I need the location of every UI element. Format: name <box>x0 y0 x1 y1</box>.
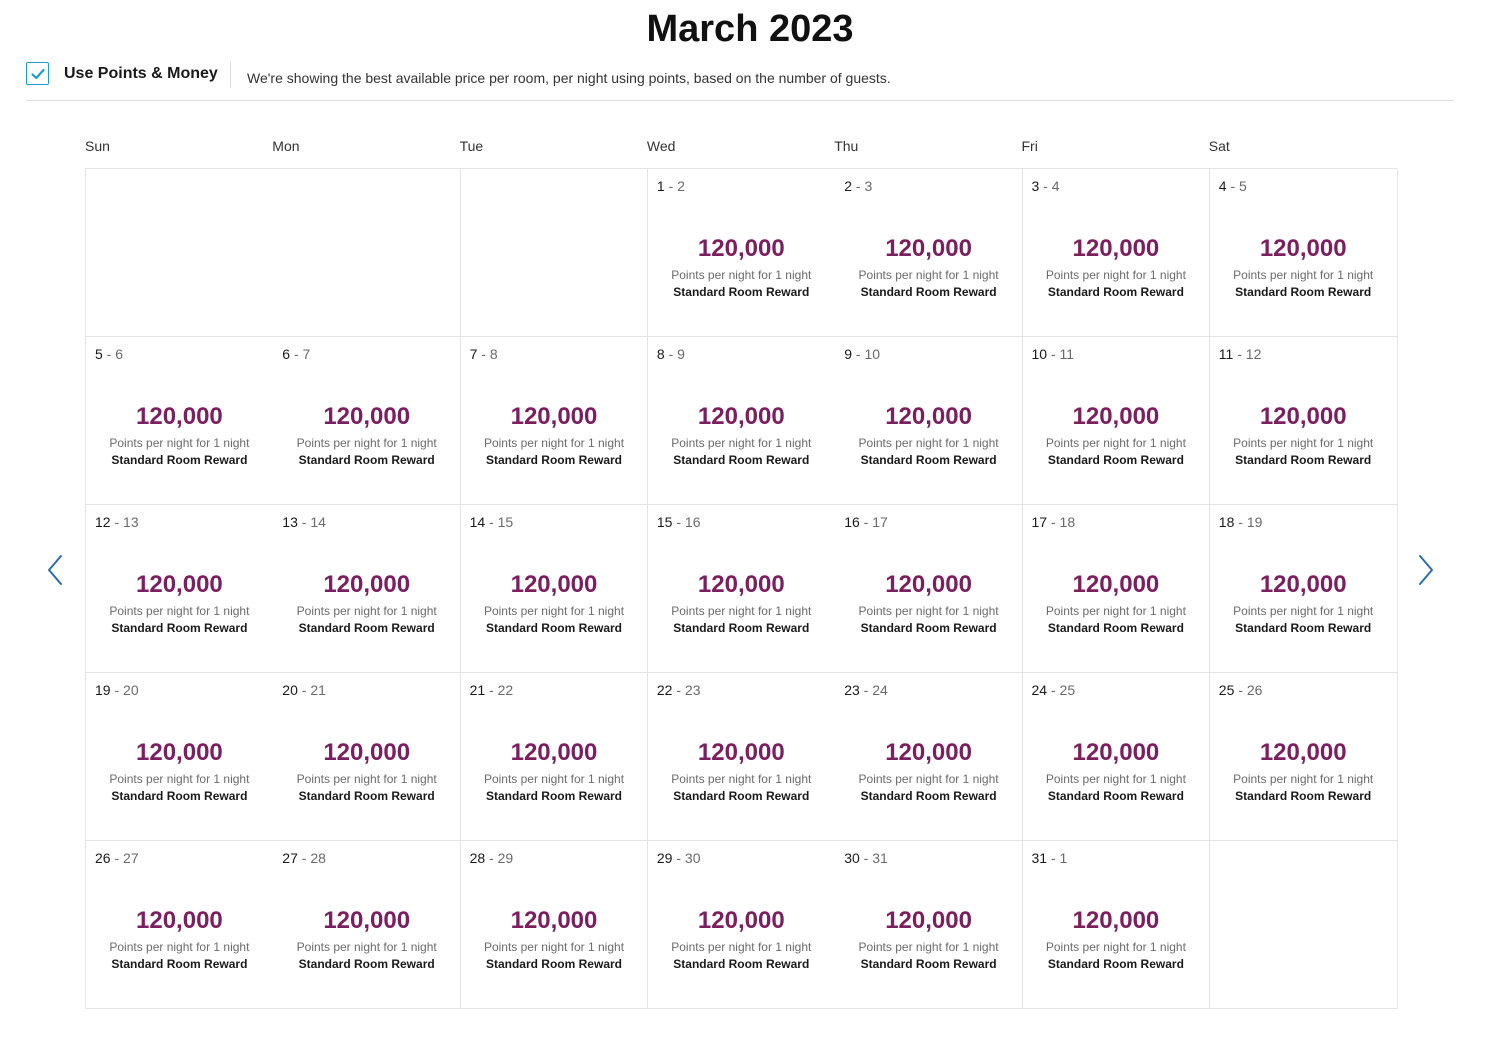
calendar-day-cell[interactable] <box>1210 337 1398 505</box>
check-in-day: 1 <box>656 178 665 194</box>
previous-month-button[interactable] <box>44 552 68 588</box>
calendar-grid <box>85 168 1397 1009</box>
calendar-day-cell[interactable] <box>835 841 1023 1009</box>
room-type-label: Standard Room Reward <box>860 621 997 635</box>
calendar-day-cell[interactable] <box>835 337 1023 505</box>
points-price: 120,000 <box>885 235 972 262</box>
check-out-day: 12 <box>1245 346 1262 362</box>
date-separator: - <box>1234 514 1247 530</box>
check-out-day: 23 <box>684 682 701 698</box>
check-out-day: 13 <box>123 514 139 530</box>
use-points-label[interactable]: Use Points & Money <box>64 65 218 82</box>
calendar-day-cell[interactable] <box>1023 841 1211 1009</box>
check-out-day: 10 <box>864 346 881 362</box>
check-out-day: 2 <box>677 178 685 194</box>
stay-dates <box>1219 346 1262 362</box>
stay-dates <box>1219 514 1263 530</box>
check-out-day: 22 <box>497 682 514 698</box>
points-per-night-label: Points per night for 1 night <box>1045 268 1186 282</box>
check-out-day: 9 <box>677 346 685 362</box>
points-price: 120,000 <box>697 739 785 766</box>
stay-dates <box>1032 346 1075 362</box>
check-in-day: 22 <box>656 682 673 698</box>
stay-dates <box>1219 178 1247 194</box>
date-separator: - <box>664 178 678 194</box>
check-out-day: 26 <box>1246 682 1263 698</box>
room-type-label: Standard Room Reward <box>860 453 997 467</box>
points-per-night-label: Points per night for 1 night <box>483 940 625 954</box>
weekday-label: Sun <box>85 138 110 154</box>
room-type-label: Standard Room Reward <box>485 957 622 971</box>
stay-dates <box>1219 682 1263 698</box>
points-price: 120,000 <box>1259 571 1347 598</box>
points-price: 120,000 <box>510 739 598 766</box>
points-price: 120,000 <box>323 739 411 766</box>
room-type-label: Standard Room Reward <box>673 621 810 635</box>
room-type-label: Standard Room Reward <box>860 285 997 299</box>
stay-dates <box>470 682 514 698</box>
points-per-night-label: Points per night for 1 night <box>1233 436 1374 450</box>
date-separator: - <box>485 850 498 866</box>
stay-dates <box>282 682 326 698</box>
date-separator: - <box>859 514 873 530</box>
date-separator: - <box>1226 178 1240 194</box>
points-per-night-label: Points per night for 1 night <box>1045 940 1186 954</box>
check-out-day: 19 <box>1246 514 1263 530</box>
date-separator: - <box>110 682 124 698</box>
room-type-label: Standard Room Reward <box>111 789 248 803</box>
check-out-day: 4 <box>1051 178 1060 194</box>
calendar-day-cell[interactable] <box>461 673 649 841</box>
points-per-night-label: Points per night for 1 night <box>296 436 437 450</box>
date-separator: - <box>859 682 873 698</box>
points-price: 120,000 <box>1072 571 1160 598</box>
points-per-night-label: Points per night for 1 night <box>671 268 812 282</box>
points-per-night-label: Points per night for 1 night <box>858 940 999 954</box>
check-in-day: 21 <box>469 682 486 698</box>
points-price: 120,000 <box>1259 739 1347 766</box>
check-out-day: 27 <box>123 850 139 866</box>
points-per-night-label: Points per night for 1 night <box>109 940 250 954</box>
next-month-button[interactable] <box>1413 552 1437 588</box>
date-separator: - <box>1047 514 1060 530</box>
points-price: 120,000 <box>1072 235 1160 262</box>
check-out-day: 5 <box>1239 178 1247 194</box>
check-out-day: 30 <box>684 850 701 866</box>
calendar-day-cell[interactable] <box>1210 169 1398 337</box>
date-separator: - <box>1039 178 1052 194</box>
points-per-night-label: Points per night for 1 night <box>296 772 437 786</box>
points-price: 120,000 <box>510 403 598 430</box>
points-price: 120,000 <box>510 907 598 934</box>
room-type-label: Standard Room Reward <box>485 621 622 635</box>
date-separator: - <box>1233 346 1246 362</box>
points-per-night-label: Points per night for 1 night <box>858 268 999 282</box>
check-in-day: 30 <box>844 850 860 866</box>
points-price: 120,000 <box>885 907 972 934</box>
check-out-day: 6 <box>115 346 124 362</box>
check-out-day: 1 <box>1059 850 1068 866</box>
stay-dates <box>844 178 872 194</box>
weekday-label: Fri <box>1021 138 1038 154</box>
stay-dates <box>1032 850 1068 866</box>
points-per-night-label: Points per night for 1 night <box>109 604 250 618</box>
stay-dates <box>657 178 685 194</box>
calendar-day-cell[interactable] <box>86 673 274 841</box>
date-separator: - <box>485 514 498 530</box>
check-in-day: 16 <box>844 514 860 530</box>
points-per-night-label: Points per night for 1 night <box>296 940 437 954</box>
room-type-label: Standard Room Reward <box>1047 285 1184 299</box>
weekday-label: Wed <box>646 138 676 154</box>
stay-dates <box>470 514 514 530</box>
points-price: 120,000 <box>885 403 972 430</box>
points-price: 120,000 <box>323 571 411 598</box>
empty-calendar-cell <box>86 169 274 337</box>
points-per-night-label: Points per night for 1 night <box>483 772 625 786</box>
calendar-day-cell[interactable] <box>1210 673 1398 841</box>
empty-calendar-cell <box>273 169 461 337</box>
stay-dates <box>470 850 514 866</box>
check-out-day: 29 <box>497 850 514 866</box>
calendar-day-cell[interactable] <box>1023 505 1211 673</box>
check-in-day: 15 <box>656 514 673 530</box>
check-in-day: 28 <box>469 850 486 866</box>
check-in-day: 24 <box>1031 682 1048 698</box>
stay-dates <box>844 682 888 698</box>
calendar-day-cell[interactable] <box>648 337 836 505</box>
check-in-day: 6 <box>282 346 291 362</box>
points-per-night-label: Points per night for 1 night <box>109 772 250 786</box>
points-price: 120,000 <box>136 571 223 598</box>
room-type-label: Standard Room Reward <box>673 957 810 971</box>
points-per-night-label: Points per night for 1 night <box>296 604 437 618</box>
pricing-description: We're showing the best available price per room, per night using points, based on the number of guests. <box>247 70 891 86</box>
check-in-day: 12 <box>95 514 111 530</box>
room-type-label: Standard Room Reward <box>485 789 622 803</box>
room-type-label: Standard Room Reward <box>673 285 810 299</box>
stay-dates <box>95 682 139 698</box>
calendar-day-cell[interactable] <box>1023 673 1211 841</box>
check-in-day: 23 <box>844 682 860 698</box>
check-out-day: 14 <box>310 514 326 530</box>
calendar-day-cell[interactable] <box>835 169 1023 337</box>
room-type-label: Standard Room Reward <box>1047 453 1184 467</box>
calendar-day-cell[interactable] <box>648 841 836 1009</box>
chevron-left-icon <box>44 552 68 588</box>
check-in-day: 25 <box>1218 682 1235 698</box>
points-per-night-label: Points per night for 1 night <box>1233 604 1374 618</box>
points-toolbar <box>26 62 1454 101</box>
stay-dates <box>282 514 326 530</box>
weekday-label: Thu <box>834 138 859 154</box>
room-type-label: Standard Room Reward <box>485 453 622 467</box>
check-out-day: 21 <box>310 682 326 698</box>
calendar-day-cell[interactable] <box>273 337 461 505</box>
stay-dates <box>657 850 701 866</box>
stay-dates <box>282 850 326 866</box>
points-price: 120,000 <box>1072 907 1160 934</box>
check-out-day: 25 <box>1059 682 1076 698</box>
toolbar-divider <box>230 62 231 88</box>
check-in-day: 14 <box>469 514 486 530</box>
room-type-label: Standard Room Reward <box>111 621 248 635</box>
check-out-day: 11 <box>1059 346 1075 362</box>
stay-dates <box>1032 682 1076 698</box>
calendar-day-cell[interactable] <box>1023 337 1211 505</box>
date-separator: - <box>290 346 303 362</box>
date-separator: - <box>297 850 311 866</box>
room-type-label: Standard Room Reward <box>673 789 810 803</box>
check-in-day: 20 <box>282 682 298 698</box>
room-type-label: Standard Room Reward <box>1235 285 1372 299</box>
check-in-day: 3 <box>1031 178 1040 194</box>
weekday-label: Sat <box>1208 138 1230 154</box>
points-per-night-label: Points per night for 1 night <box>858 772 999 786</box>
check-in-day: 18 <box>1218 514 1235 530</box>
points-price: 120,000 <box>1259 235 1347 262</box>
page-title: March 2023 <box>646 8 854 50</box>
calendar-day-cell[interactable] <box>1023 169 1211 337</box>
check-out-day: 16 <box>684 514 701 530</box>
points-per-night-label: Points per night for 1 night <box>671 604 812 618</box>
points-price: 120,000 <box>697 403 785 430</box>
room-type-label: Standard Room Reward <box>1047 957 1184 971</box>
stay-dates <box>844 850 888 866</box>
date-separator: - <box>672 850 685 866</box>
stay-dates <box>95 514 139 530</box>
check-out-day: 15 <box>497 514 514 530</box>
date-separator: - <box>110 514 124 530</box>
points-per-night-label: Points per night for 1 night <box>671 940 812 954</box>
stay-dates <box>470 346 498 362</box>
weekday-label: Tue <box>459 138 484 154</box>
date-separator: - <box>485 682 498 698</box>
date-separator: - <box>1047 346 1060 362</box>
points-price: 120,000 <box>510 571 598 598</box>
check-out-day: 20 <box>123 682 139 698</box>
room-type-label: Standard Room Reward <box>298 957 435 971</box>
check-icon <box>30 66 46 82</box>
date-separator: - <box>477 346 490 362</box>
date-separator: - <box>102 346 116 362</box>
calendar-day-cell[interactable] <box>835 505 1023 673</box>
calendar-day-cell[interactable] <box>86 505 274 673</box>
date-separator: - <box>110 850 124 866</box>
stay-dates <box>1032 514 1076 530</box>
stay-dates <box>95 346 123 362</box>
date-separator: - <box>297 514 311 530</box>
check-in-day: 7 <box>469 346 478 362</box>
stay-dates <box>282 346 310 362</box>
points-price: 120,000 <box>885 571 972 598</box>
room-type-label: Standard Room Reward <box>111 957 248 971</box>
room-type-label: Standard Room Reward <box>1047 789 1184 803</box>
stay-dates <box>657 682 701 698</box>
points-price: 120,000 <box>1072 739 1160 766</box>
calendar-day-cell[interactable] <box>461 337 649 505</box>
chevron-right-icon <box>1413 552 1437 588</box>
date-separator: - <box>859 850 873 866</box>
room-type-label: Standard Room Reward <box>298 453 435 467</box>
points-per-night-label: Points per night for 1 night <box>671 436 812 450</box>
date-separator: - <box>672 682 685 698</box>
check-out-day: 8 <box>489 346 498 362</box>
points-price: 120,000 <box>323 907 411 934</box>
calendar-day-cell[interactable] <box>273 505 461 673</box>
points-price: 120,000 <box>1259 403 1347 430</box>
calendar-day-cell[interactable] <box>648 169 836 337</box>
points-per-night-label: Points per night for 1 night <box>1045 436 1186 450</box>
points-per-night-label: Points per night for 1 night <box>1045 604 1186 618</box>
empty-calendar-cell <box>461 169 649 337</box>
calendar-day-cell[interactable] <box>1210 505 1398 673</box>
check-in-day: 19 <box>95 682 111 698</box>
date-separator: - <box>672 514 685 530</box>
check-out-day: 24 <box>872 682 888 698</box>
points-price: 120,000 <box>136 403 223 430</box>
check-in-day: 13 <box>282 514 298 530</box>
check-in-day: 27 <box>282 850 298 866</box>
date-separator: - <box>851 178 865 194</box>
points-price: 120,000 <box>697 235 785 262</box>
room-type-label: Standard Room Reward <box>111 453 248 467</box>
check-in-day: 26 <box>95 850 111 866</box>
points-price: 120,000 <box>697 571 785 598</box>
check-in-day: 31 <box>1031 850 1048 866</box>
points-per-night-label: Points per night for 1 night <box>483 604 625 618</box>
room-type-label: Standard Room Reward <box>1235 453 1372 467</box>
calendar-day-cell[interactable] <box>273 673 461 841</box>
check-in-day: 2 <box>844 178 852 194</box>
room-type-label: Standard Room Reward <box>860 957 997 971</box>
points-per-night-label: Points per night for 1 night <box>1233 268 1374 282</box>
calendar-day-cell[interactable] <box>461 841 649 1009</box>
date-separator: - <box>1234 682 1247 698</box>
points-per-night-label: Points per night for 1 night <box>671 772 812 786</box>
check-in-day: 4 <box>1218 178 1227 194</box>
room-type-label: Standard Room Reward <box>860 789 997 803</box>
room-type-label: Standard Room Reward <box>673 453 810 467</box>
points-price: 120,000 <box>885 739 972 766</box>
points-price: 120,000 <box>323 403 411 430</box>
points-per-night-label: Points per night for 1 night <box>858 436 999 450</box>
check-out-day: 7 <box>302 346 311 362</box>
calendar-day-cell[interactable] <box>86 337 274 505</box>
check-in-day: 29 <box>656 850 673 866</box>
empty-calendar-cell <box>1210 841 1398 1009</box>
check-out-day: 28 <box>310 850 326 866</box>
date-separator: - <box>1047 682 1060 698</box>
calendar-day-cell[interactable] <box>273 841 461 1009</box>
calendar-day-cell[interactable] <box>461 505 649 673</box>
stay-dates <box>657 514 701 530</box>
points-per-night-label: Points per night for 1 night <box>109 436 250 450</box>
points-per-night-label: Points per night for 1 night <box>483 436 625 450</box>
calendar-day-cell[interactable] <box>648 673 836 841</box>
check-in-day: 8 <box>656 346 665 362</box>
weekday-label: Mon <box>272 138 300 154</box>
stay-dates <box>657 346 685 362</box>
check-out-day: 3 <box>864 178 873 194</box>
room-type-label: Standard Room Reward <box>1235 621 1372 635</box>
check-in-day: 17 <box>1031 514 1048 530</box>
stay-dates <box>1032 178 1060 194</box>
check-in-day: 11 <box>1218 346 1234 362</box>
points-per-night-label: Points per night for 1 night <box>1233 772 1374 786</box>
use-points-checkbox[interactable] <box>26 62 49 85</box>
check-out-day: 17 <box>872 514 888 530</box>
calendar-day-cell[interactable] <box>835 673 1023 841</box>
points-per-night-label: Points per night for 1 night <box>1045 772 1186 786</box>
points-price: 120,000 <box>136 907 223 934</box>
room-type-label: Standard Room Reward <box>298 621 435 635</box>
points-per-night-label: Points per night for 1 night <box>858 604 999 618</box>
stay-dates <box>844 346 880 362</box>
points-price: 120,000 <box>1072 403 1160 430</box>
check-in-day: 9 <box>844 346 852 362</box>
date-separator: - <box>1047 850 1060 866</box>
calendar-day-cell[interactable] <box>648 505 836 673</box>
calendar-day-cell[interactable] <box>86 841 274 1009</box>
stay-dates <box>844 514 888 530</box>
room-type-label: Standard Room Reward <box>1047 621 1184 635</box>
date-separator: - <box>297 682 311 698</box>
room-type-label: Standard Room Reward <box>1235 789 1372 803</box>
check-out-day: 18 <box>1059 514 1076 530</box>
date-separator: - <box>664 346 678 362</box>
date-separator: - <box>851 346 865 362</box>
room-type-label: Standard Room Reward <box>298 789 435 803</box>
points-price: 120,000 <box>136 739 223 766</box>
check-out-day: 31 <box>872 850 888 866</box>
points-price: 120,000 <box>697 907 785 934</box>
check-in-day: 5 <box>95 346 103 362</box>
check-in-day: 10 <box>1031 346 1048 362</box>
stay-dates <box>95 850 139 866</box>
